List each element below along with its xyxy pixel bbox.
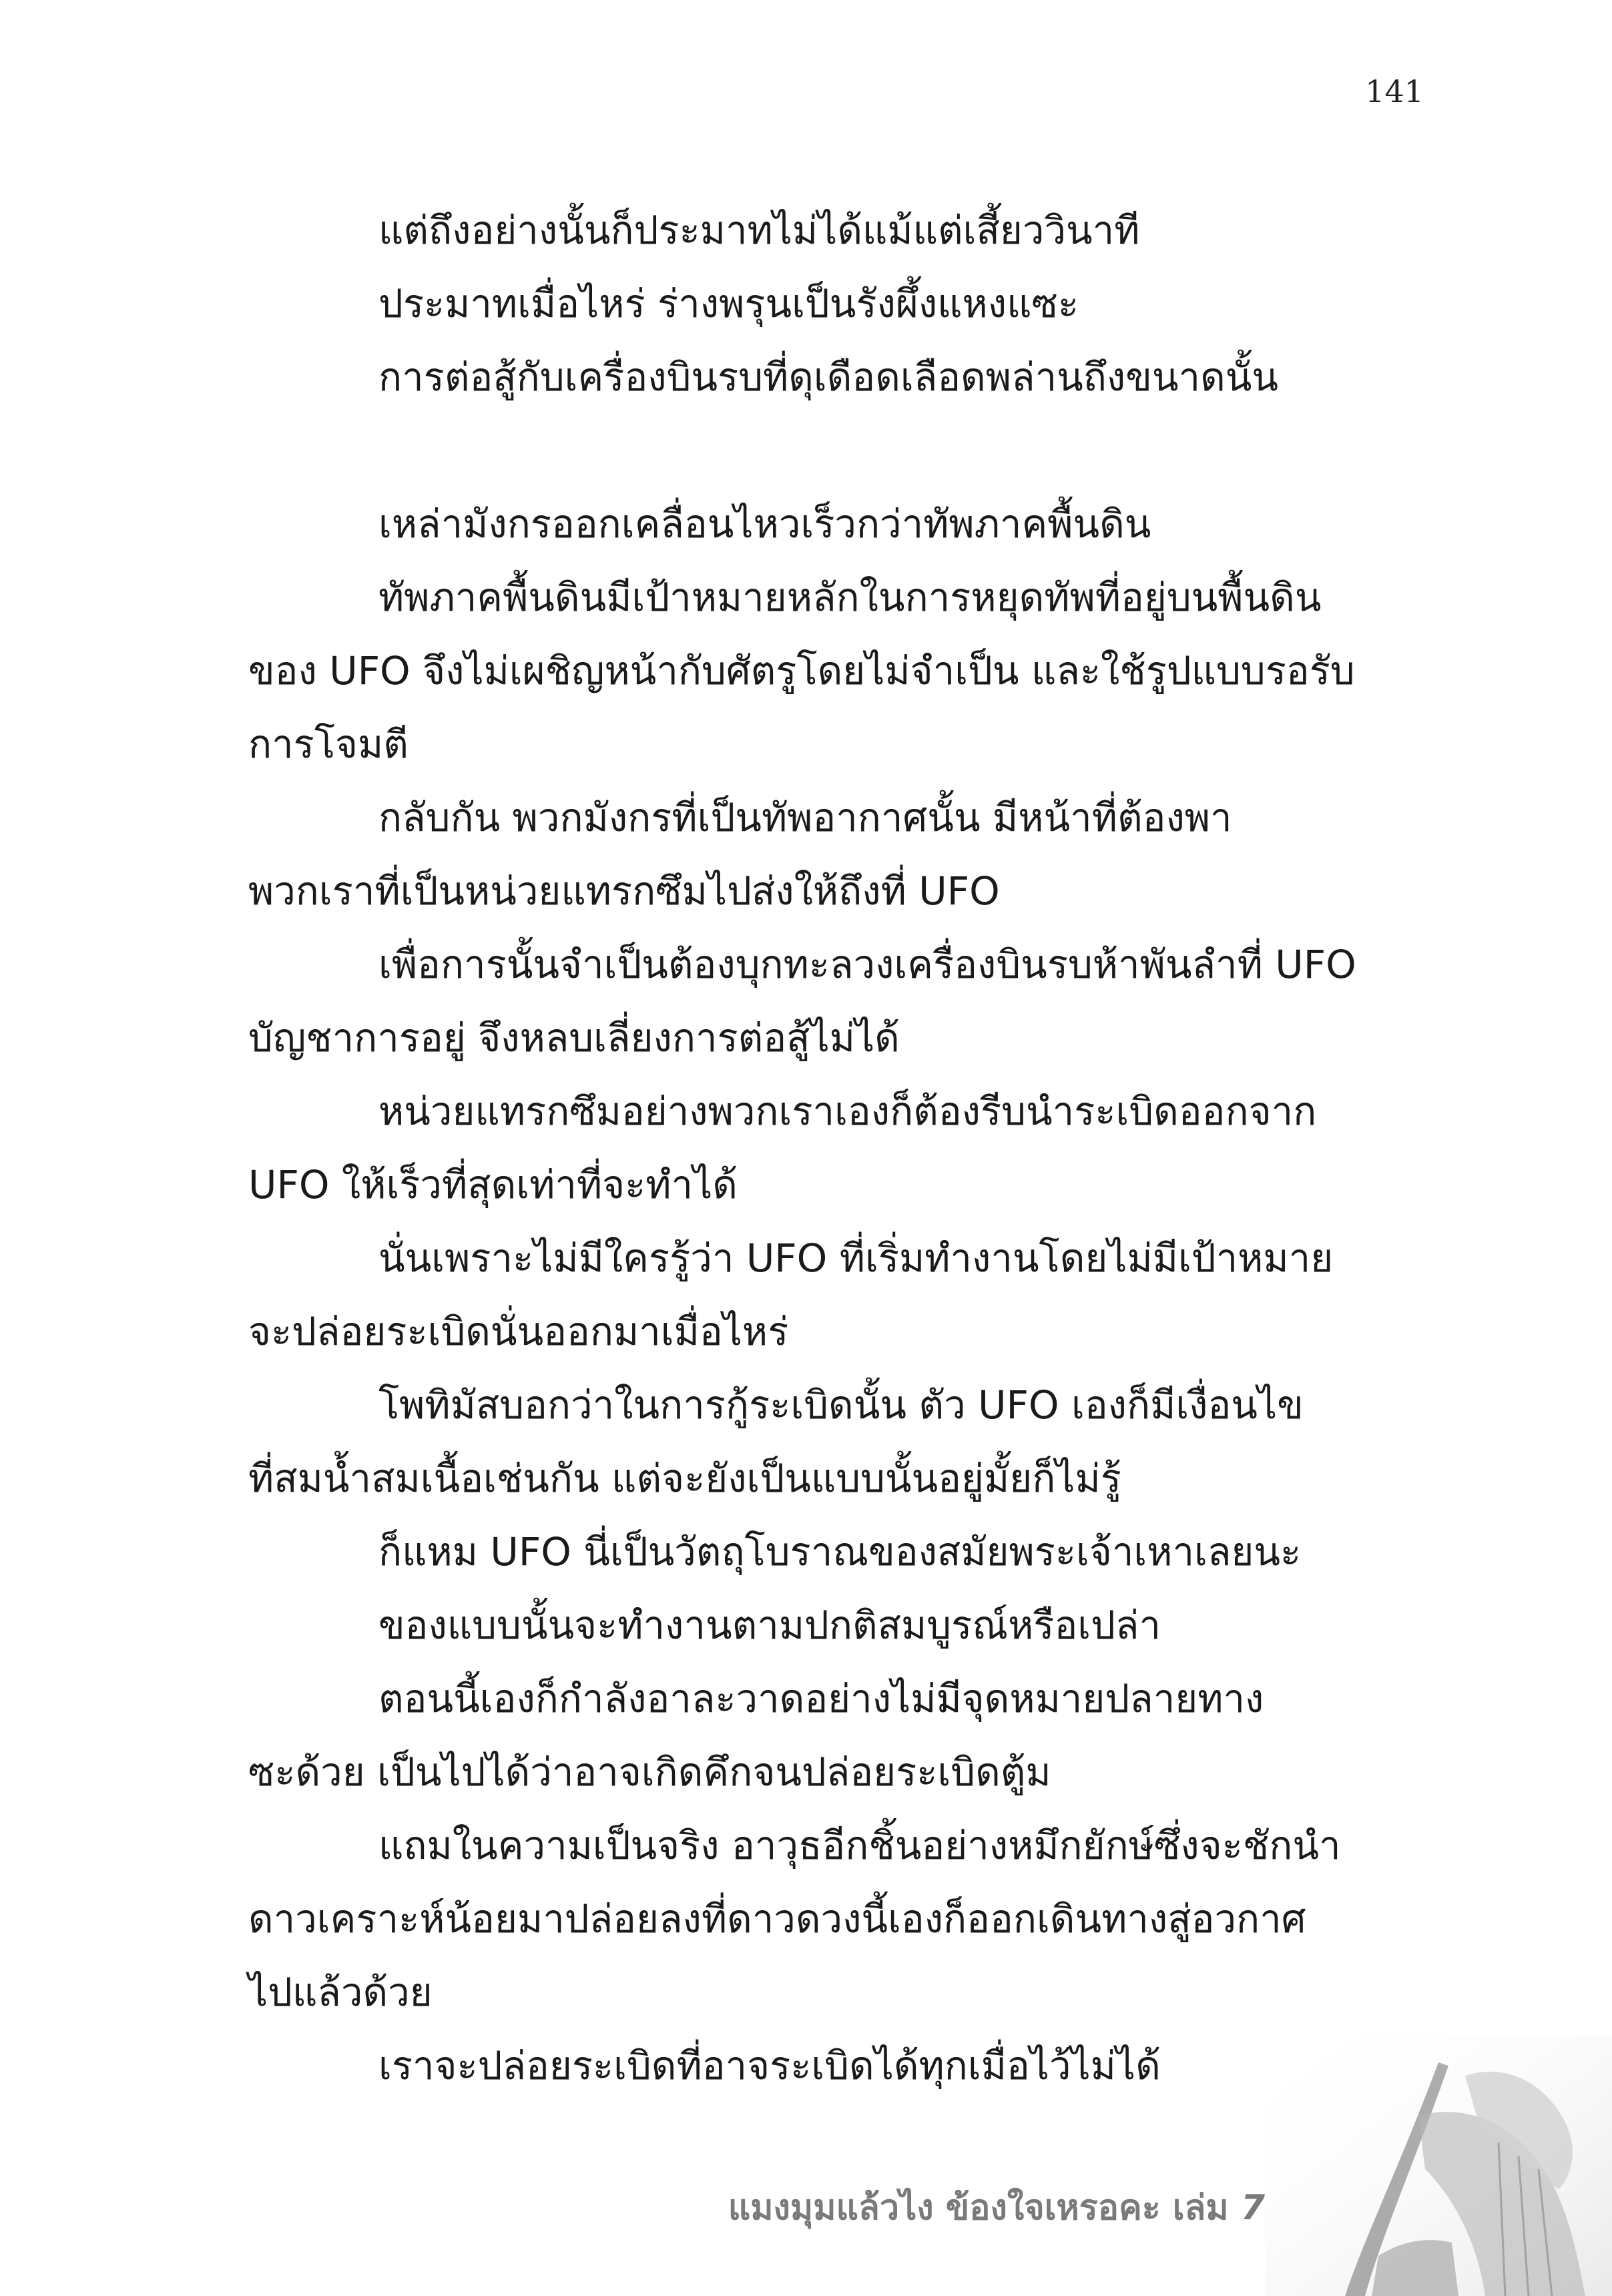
text-line: แต่ถึงอย่างนั้นก็ประมาทไม่ได้แม้แต่เสี้ยววินาที xyxy=(378,208,1140,253)
body-text xyxy=(248,194,1416,2102)
text-line: โพทิมัสบอกว่าในการกู้ระเบิดนั้น ตัว UFO เองก็มีเงื่อนไข xyxy=(378,1382,1304,1428)
character-illustration xyxy=(1265,2036,1612,2296)
text-line: แถมในความเป็นจริง อาวุธอีกชิ้นอย่างหมึกยักษ์ซึ่งจะชักนำ xyxy=(378,1823,1341,1868)
text-line: ประมาทเมื่อไหร่ ร่างพรุนเป็นรังผึ้งแหงแซะ xyxy=(378,281,1079,326)
text-line: หน่วยแทรกซึมอย่างพวกเราเองก็ต้องรีบนำระเบิดออกจาก xyxy=(378,1089,1317,1134)
text-line: ของแบบนั้นจะทำงานตามปกติสมบูรณ์หรือเปล่า xyxy=(378,1603,1161,1648)
text-line: ของ UFO จึงไม่เผชิญหน้ากับศัตรูโดยไม่จำเป็น และใช้รูปแบบรอรับ xyxy=(248,648,1355,693)
text-line: ซะด้วย เป็นไปได้ว่าอาจเกิดคึกจนปล่อยระเบิดตู้ม xyxy=(248,1749,1051,1795)
text-line: ทัพภาคพื้นดินมีเป้าหมายหลักในการหยุดทัพที่อยู่บนพื้นดิน xyxy=(378,575,1322,620)
text-line: เราจะปล่อยระเบิดที่อาจระเบิดได้ทุกเมื่อไว้ไม่ได้ xyxy=(378,2043,1161,2088)
text-line: ไปแล้วด้วย xyxy=(248,1970,433,2015)
footer-volume-number: 7 xyxy=(1240,2188,1265,2228)
text-line: การโจมตี xyxy=(248,722,409,767)
text-line: จะปล่อยระเบิดนั่นออกมาเมื่อไหร่ xyxy=(248,1309,789,1354)
text-line: UFO ให้เร็วที่สุดเท่าที่จะทำได้ xyxy=(248,1162,738,1207)
page-number: 141 xyxy=(1365,73,1424,109)
text-line: เหล่ามังกรออกเคลื่อนไหวเร็วกว่าทัพภาคพื้นดิน xyxy=(378,501,1151,547)
text-line: นั่นเพราะไม่มีใครรู้ว่า UFO ที่เริ่มทำงานโดยไม่มีเป้าหมาย xyxy=(378,1235,1334,1281)
text-line: การต่อสู้กับเครื่องบินรบที่ดุเดือดเลือดพล่านถึงขนาดนั้น xyxy=(378,354,1279,400)
footer-book-title xyxy=(728,2179,1265,2235)
text-line: เพื่อการนั้นจำเป็นต้องบุกทะลวงเครื่องบินรบห้าพันลำที่ UFO xyxy=(378,942,1356,987)
text-line: ตอนนี้เองก็กำลังอาละวาดอย่างไม่มีจุดหมายปลายทาง xyxy=(378,1676,1264,1721)
text-line: ที่สมน้ำสมเนื้อเช่นกัน แต่จะยังเป็นแบบนั้นอยู่มั้ยก็ไม่รู้ xyxy=(248,1456,1121,1501)
text-line: ดาวเคราะห์น้อยมาปล่อยลงที่ดาวดวงนี้เองก็ออกเดินทางสู่อวกาศ xyxy=(248,1896,1306,1942)
text-line: พวกเราที่เป็นหน่วยแทรกซึมไปส่งให้ถึงที่ UFO xyxy=(248,868,1000,914)
paragraph-gap xyxy=(248,414,1416,487)
text-line: กลับกัน พวกมังกรที่เป็นทัพอากาศนั้น มีหน้าที่ต้องพา xyxy=(378,795,1232,840)
footer-title-text: แมงมุมแล้วไง ข้องใจเหรอคะ เล่ม xyxy=(728,2188,1229,2228)
text-line: ก็แหม UFO นี่เป็นวัตถุโบราณของสมัยพระเจ้าเหาเลยนะ xyxy=(378,1529,1302,1574)
text-line: บัญชาการอยู่ จึงหลบเลี่ยงการต่อสู้ไม่ได้ xyxy=(248,1015,900,1061)
